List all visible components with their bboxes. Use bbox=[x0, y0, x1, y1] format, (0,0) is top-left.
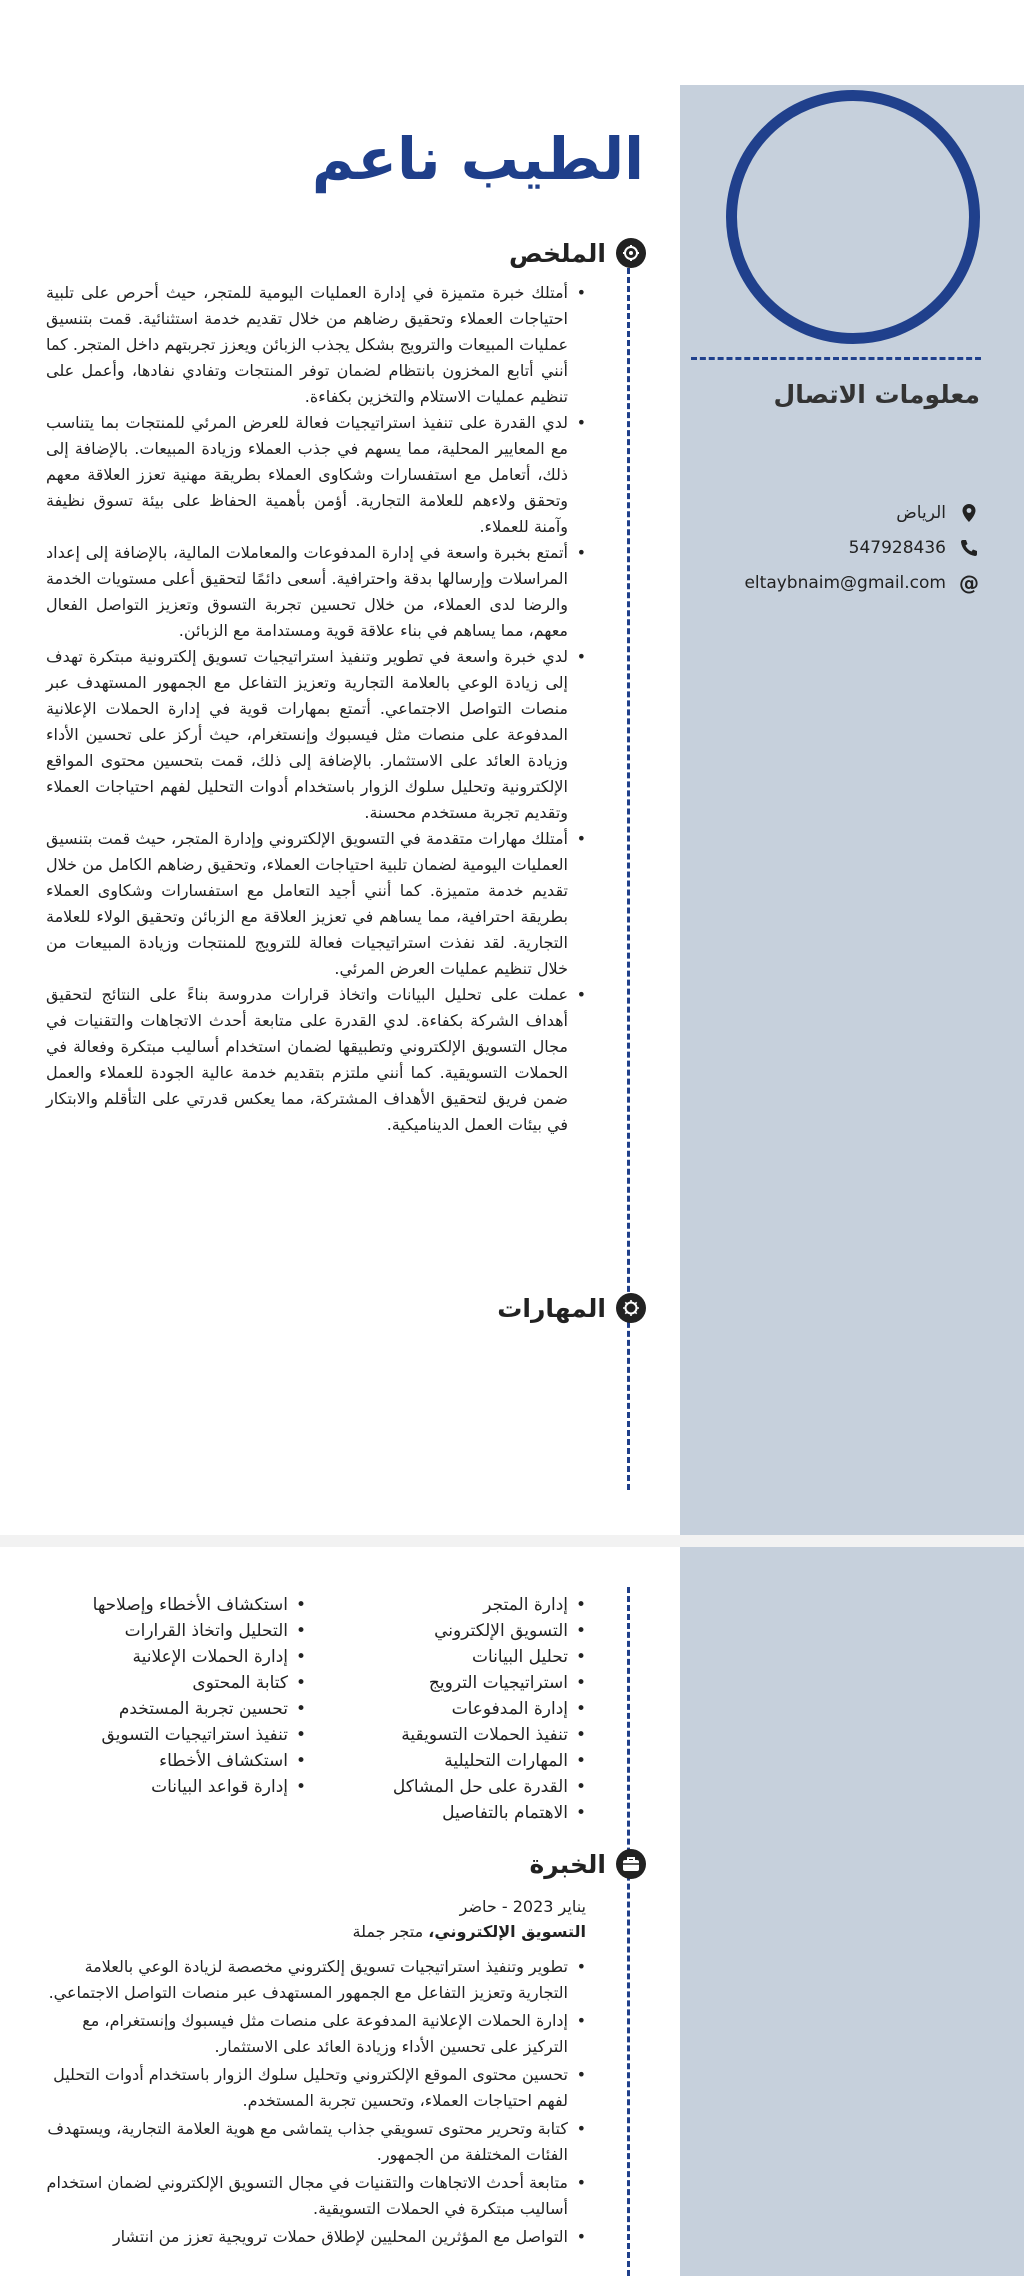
at-sign-icon: @ bbox=[959, 571, 979, 595]
timeline-line bbox=[627, 1587, 630, 2276]
skill-item: • إدارة قواعد البيانات bbox=[93, 1774, 306, 1800]
summary-list bbox=[46, 280, 586, 1138]
skill-item: • تحسين تجربة المستخدم bbox=[93, 1696, 306, 1722]
briefcase-icon bbox=[616, 1849, 646, 1879]
skill-item: • كتابة المحتوى bbox=[93, 1670, 306, 1696]
skill-item: • استكشاف الأخطاء bbox=[93, 1748, 306, 1774]
contact-email bbox=[744, 572, 980, 594]
contact-title: معلومات الاتصال bbox=[773, 380, 980, 409]
summary-item: • أمتلك مهارات متقدمة في التسويق الإلكتروني وإدارة المتجر، حيث قمت بتنسيق العمليات اليومية لضمان تلبية احتياجات العملاء، وتحقيق رضاهم الكامل من خلال تقديم خدمة متميزة. كما أنني أجيد التعامل مع استفسارات وشكاوى العملاء بطريقة احترافية، مما يساهم في تعزيز العلاقة مع الزبائن وتحقيق الولاء للعلامة التجارية. لقد نفذت استراتيجيات فعالة للترويج للمنتجات وزيادة المبيعات من خلال تنظيم عمليات العرض المرئي. bbox=[46, 826, 586, 982]
experience-date: يناير 2023 - حاضر bbox=[459, 1897, 586, 1916]
location-pin-icon bbox=[958, 502, 980, 524]
sidebar bbox=[680, 1547, 1024, 2276]
contact-phone bbox=[849, 537, 980, 559]
skills-heading bbox=[497, 1293, 646, 1323]
skills-list-left bbox=[93, 1592, 306, 1800]
skill-item: • إدارة الحملات الإعلانية bbox=[93, 1644, 306, 1670]
skill-item: • إدارة المتجر bbox=[393, 1592, 586, 1618]
skill-item: • المهارات التحليلية bbox=[393, 1748, 586, 1774]
experience-role-title: التسويق الإلكتروني، bbox=[428, 1922, 586, 1941]
experience-item: • تحسين محتوى الموقع الإلكتروني وتحليل سلوك الزوار باستخدام أدوات التحليل لفهم احتياجات العملاء، وتحسين تجربة المستخدم. bbox=[46, 2062, 586, 2114]
skill-item: • الاهتمام بالتفاصيل bbox=[393, 1800, 586, 1826]
contact-email-text[interactable]: eltaybnaim@gmail.com bbox=[744, 573, 946, 593]
experience-heading bbox=[530, 1849, 647, 1879]
experience-item: • كتابة وتحرير محتوى تسويقي جذاب يتماشى مع هوية العلامة التجارية، ويستهدف الفئات المختلفة من الجمهور. bbox=[46, 2116, 586, 2168]
experience-list bbox=[46, 1954, 586, 2252]
summary-item: • أتمتع بخبرة واسعة في إدارة المدفوعات والمعاملات المالية، بالإضافة إلى إعداد المراسلات وإرسالها بدقة واحترافية. أسعى دائمًا لتحقيق أعلى مستويات الخدمة والرضا لدى العملاء، من خلال تحسين تجربة التسوق وتعزيز التواصل الفعال معهم، مما يساهم في بناء علاقة قوية ومستدامة مع الزبائن. bbox=[46, 540, 586, 644]
summary-title: الملخص bbox=[508, 238, 606, 268]
skills-title: المهارات bbox=[497, 1293, 606, 1323]
skill-item: • القدرة على حل المشاكل bbox=[393, 1774, 586, 1800]
skill-item: • استكشاف الأخطاء وإصلاحها bbox=[93, 1592, 306, 1618]
resume-page-2 bbox=[0, 1547, 1024, 2276]
experience-title: الخبرة bbox=[529, 1849, 606, 1879]
phone-icon bbox=[958, 537, 980, 559]
summary-heading bbox=[509, 238, 646, 268]
skill-item: • إدارة المدفوعات bbox=[393, 1696, 586, 1722]
skill-item: • استراتيجيات الترويج bbox=[393, 1670, 586, 1696]
skill-item: • تحليل البيانات bbox=[393, 1644, 586, 1670]
sidebar-divider bbox=[691, 357, 981, 360]
profile-photo-frame bbox=[726, 90, 980, 344]
contact-location bbox=[896, 502, 980, 524]
summary-icon bbox=[616, 238, 646, 268]
person-name: الطيب ناعم bbox=[311, 125, 644, 193]
contact-location-text: الرياض bbox=[896, 503, 946, 523]
skill-item: • التسويق الإلكتروني bbox=[393, 1618, 586, 1644]
experience-item: • إدارة الحملات الإعلانية المدفوعة على منصات مثل فيسبوك وإنستغرام، مع التركيز على تحسين الأداء وزيادة العائد على الاستثمار. bbox=[46, 2008, 586, 2060]
skill-item: • تنفيذ الحملات التسويقية bbox=[393, 1722, 586, 1748]
summary-item: • أمتلك خبرة متميزة في إدارة العمليات اليومية للمتجر، حيث أحرص على تلبية احتياجات العملاء وتحقيق رضاهم من خلال تقديم خدمة استثنائية. قمت بتنسيق عمليات المبيعات والترويج بشكل يجذب الزبائن ويعزز تجربتهم داخل المتجر. كما أنني أتابع المخزون بانتظام لضمان توفر المنتجات وتفادي نفادها، وأعمل على تنظيم عمليات الاستلام والتخزين بكفاءة. bbox=[46, 280, 586, 410]
skill-item: • التحليل واتخاذ القرارات bbox=[93, 1618, 306, 1644]
summary-item: • لدي القدرة على تنفيذ استراتيجيات فعالة للعرض المرئي للمنتجات بما يتناسب مع المعايير المحلية، مما يسهم في جذب العملاء وزيادة المبيعات. بالإضافة إلى ذلك، أتعامل مع استفسارات وشكاوى العملاء بطريقة مهنية تعزز العلاقة معهم وتحقق ولاءهم للعلامة التجارية. أؤمن بأهمية الحفاظ على بيئة تسوق نظيفة وآمنة للعملاء. bbox=[46, 410, 586, 540]
experience-company: متجر جملة bbox=[352, 1922, 429, 1941]
experience-role bbox=[353, 1922, 587, 1941]
summary-item: • عملت على تحليل البيانات واتخاذ قرارات مدروسة بناءً على النتائج لتحقيق أهداف الشركة بكفاءة. لدي القدرة على متابعة أحدث الاتجاهات والتقنيات في مجال التسويق الإلكتروني وتطبيقها لضمان استخدام أساليب مبتكرة وفعالة في الحملات التسويقية. كما أنني ملتزم بتقديم خدمة عالية الجودة للعملاء والعمل ضمن فريق لتحقيق الأهداف المشتركة، مما يعكس قدرتي على التأقلم والابتكار في بيئات العمل الديناميكية. bbox=[46, 982, 586, 1138]
skills-list-right bbox=[393, 1592, 586, 1826]
skills-icon bbox=[616, 1293, 646, 1323]
experience-item: • التواصل مع المؤثرين المحليين لإطلاق حملات ترويجية تعزز من انتشار bbox=[46, 2224, 586, 2250]
experience-item: • متابعة أحدث الاتجاهات والتقنيات في مجال التسويق الإلكتروني لضمان استخدام أساليب مبتكرة في الحملات التسويقية. bbox=[46, 2170, 586, 2222]
contact-phone-text[interactable]: 547928436 bbox=[848, 538, 946, 558]
skill-item: • تنفيذ استراتيجيات التسويق bbox=[93, 1722, 306, 1748]
experience-item: • تطوير وتنفيذ استراتيجيات تسويق إلكتروني مخصصة لزيادة الوعي بالعلامة التجارية وتعزيز التفاعل مع الجمهور المستهدف عبر منصات التواصل الاجتماعي. bbox=[46, 1954, 586, 2006]
summary-item: • لدي خبرة واسعة في تطوير وتنفيذ استراتيجيات تسويق إلكترونية مبتكرة تهدف إلى زيادة الوعي بالعلامة التجارية وتعزيز التفاعل مع الجمهور المستهدف عبر منصات التواصل الاجتماعي. أتمتع بمهارات قوية في إدارة الحملات الإعلانية المدفوعة على منصات مثل فيسبوك وإنستغرام، حيث أركز على تحسين الأداء وزيادة العائد على الاستثمار. بالإضافة إلى ذلك، قمت بتحسين محتوى المواقع الإلكترونية وتحليل سلوك الزوار باستخدام أدوات التحليل لفهم احتياجات العملاء وتقديم تجربة مستخدم محسنة. bbox=[46, 644, 586, 826]
